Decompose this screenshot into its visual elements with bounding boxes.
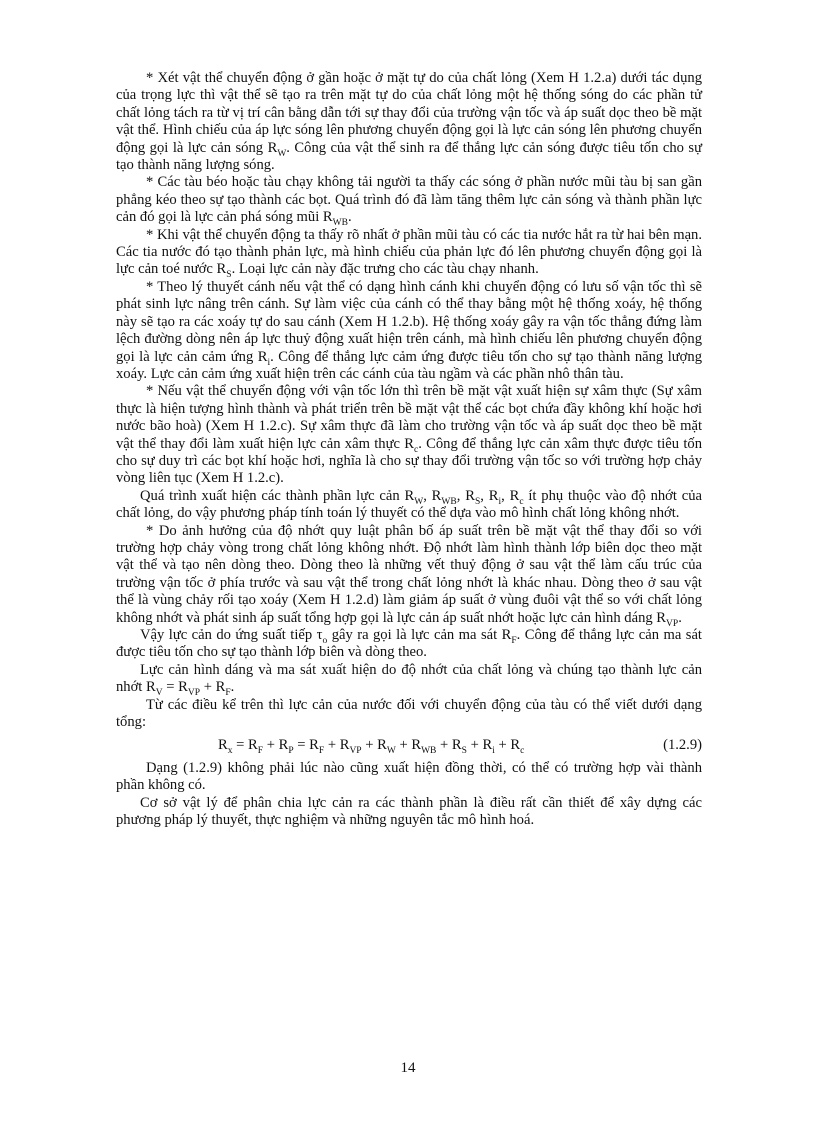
- subscript: S: [461, 746, 467, 757]
- text-run: = R: [162, 679, 188, 696]
- text-run: + R: [200, 679, 226, 696]
- text-run: + R: [466, 737, 493, 754]
- text-run: . Loại lực cản này đặc trưng cho các tàu chạy nhanh.: [231, 261, 539, 278]
- text-run: .: [678, 609, 682, 626]
- body-text-top: [116, 70, 702, 731]
- subscript: VP: [187, 688, 201, 699]
- paragraph: [116, 662, 702, 697]
- subscript: c: [520, 746, 525, 757]
- paragraph: [116, 627, 702, 662]
- subscript: S: [226, 270, 232, 281]
- text-run: + R: [494, 737, 521, 754]
- subscript: o: [322, 635, 328, 646]
- subscript: x: [227, 746, 233, 757]
- text-run: , R: [480, 487, 499, 504]
- text-run: + R: [395, 737, 422, 754]
- text-run: , R: [456, 487, 475, 504]
- text-run: .: [230, 679, 235, 696]
- text-run: . Công của vật thể sinh ra để thắng lực cản sóng được tiêu tốn cho sự tạo thành năng lượng sóng.: [116, 139, 703, 174]
- subscript: W: [386, 746, 396, 757]
- subscript: F: [511, 635, 517, 646]
- text-run: = R: [232, 737, 258, 754]
- text-run: Cơ sở vật lý để phân chia lực cản ra các thành phần là điều rất cần thiết để xây dựng các phương pháp lý thuyết, thực nghiệm và những nguyên tắc mô hình hoá.: [116, 794, 702, 829]
- paragraph: [116, 795, 702, 830]
- subscript: c: [519, 496, 524, 507]
- text-run: + R: [436, 737, 462, 754]
- subscript: F: [318, 746, 325, 757]
- text-run: + R: [361, 737, 387, 754]
- text-run: * Các tàu béo hoặc tàu chạy không tải người ta thấy các sóng ở phần nước mũi tàu bị san gần phẳng kéo theo sự tạo thành các bọt. Quá trình đó đã làm tăng thêm lực cản sóng và thành phần lực cản đó gọi là lực cản phá sóng mũi R: [116, 174, 702, 226]
- subscript: V: [155, 688, 163, 699]
- text-run: * Xét vật thể chuyển động ở gần hoặc ở mặt tự do của chất lỏng (Xem H 1.2.a) dưới tác dụng của trọng lực thì vật thể sẽ tạo ra trên mặt tự do của chất lỏng một hệ thống sóng do các phần tử chất lỏng tách ra từ vị trí cân bằng dẫn tới sự thay đổi của trường vận tốc và áp suất dọc theo bề mặt vật thể. Hình chiếu của áp lực sóng lên phương chuyển động gọi là lực cản sóng lên phương chuyển động gọi là lực cản sóng R: [116, 70, 702, 156]
- subscript: F: [257, 746, 264, 757]
- subscript: i: [492, 746, 495, 757]
- paragraph: [116, 488, 702, 523]
- text-run: * Khi vật thể chuyển động ta thấy rõ nhất ở phần mũi tàu có các tia nước hắt ra từ hai bên mạn. Các tia nước đó tạo thành phản lực, mà hình chiếu của phản lực đó lên phương chuyển động gọi là lực cản toé nước R: [116, 226, 702, 278]
- text-run: Quá trình xuất hiện các thành phần lực cản R: [140, 487, 415, 504]
- text-run: . Công để thắng lực cản xâm thực được tiêu tốn cho sự duy trì các bọt khí hoặc hơi, nghĩa là cho sự thay đổi trường vận tốc so với trường hợp chảy vòng liên tục (Xem H 1.2.c).: [116, 435, 702, 487]
- text-run: gây ra gọi là lực cản ma sát R: [327, 627, 512, 643]
- text-run: * Nếu vật thể chuyển động với vận tốc lớn thì trên bề mặt vật xuất hiện sự xâm thực (Sự xâm thực là hiện tượng hình thành và phát triển trên bề mặt vật thể các bọt chứa đầy không khí hoặc hơi nước bão hoà) (Xem H 1.2.c). Sự xâm thực đã làm cho trường vận tốc và áp suất dọc theo bề mặt vật thể thay đổi làm xuất hiện lực cản xâm thực R: [116, 383, 702, 452]
- paragraph: [116, 523, 702, 627]
- subscript: c: [413, 444, 419, 455]
- text-run: + R: [263, 737, 289, 754]
- text-run: Dạng (1.2.9) không phải lúc nào cũng xuất hiện đồng thời, có thể có trường hợp vài thành phần không có.: [116, 759, 702, 794]
- paragraph: [116, 760, 702, 795]
- text-run: + R: [324, 737, 350, 754]
- text-run: Lực cản hình dáng và ma sát xuất hiện do độ nhớt của chất lỏng và chúng tạo thành lực cản nhớt R: [116, 661, 702, 696]
- text-run: Từ các điều kể trên thì lực cản của nước đối với chuyển động của tàu có thể viết dưới dạng tổng:: [116, 696, 702, 731]
- equation-expression: [218, 737, 525, 757]
- paragraph: [116, 279, 702, 383]
- subscript: i: [267, 357, 271, 368]
- subscript: W: [414, 496, 424, 507]
- subscript: P: [288, 746, 294, 757]
- text-run: Vậy lực cản do ứng suất tiếp τ: [140, 627, 323, 643]
- text-run: ít phụ thuộc vào độ nhớt của chất lỏng, do vậy phương pháp tính toán lý thuyết có thể dựa vào mô hình chất lỏng không nhớt.: [116, 487, 703, 522]
- page-number: 14: [400, 1060, 416, 1076]
- text-run: = R: [293, 737, 319, 754]
- subscript: VP: [349, 746, 362, 757]
- paragraph: [116, 697, 702, 732]
- text-run: R: [218, 737, 228, 754]
- text-run: . Công để thắng lực cảm ứng được tiêu tốn cho sự tạo thành năng lượng xoáy. Lực cản cảm ứng xuất hiện trên các cánh của tàu ngầm và các phần nhô thân tàu.: [116, 348, 702, 382]
- text-run: .: [347, 209, 352, 226]
- text-run: , R: [423, 487, 442, 504]
- text-run: * Do ảnh hưởng của độ nhớt quy luật phân bố áp suất trên bề mặt vật thể thay đổi so với trường hợp chảy vòng trong chất lỏng không nhớt. Độ nhớt làm hình thành lớp biên dọc theo mặt vật thể và tạo nên dòng theo. Dòng theo là những vết thuỷ động ở sau vật thể làm cấu trúc của trường vận tốc ở phía trước và sau vật thể trong chất lỏng nhớt là khác nhau. Dòng theo ở sau vật thể là vùng chảy rối tạo xoáy (Xem H 1.2.d) làm giảm áp suất ở vùng đuôi vật thể so với chất lỏng không nhớt và phát sinh áp suất tổng hợp gọi là lực cản áp suất nhớt hoặc lực cản hình dáng R: [116, 522, 702, 626]
- equation-1-2-9: [116, 737, 702, 757]
- text-run: * Theo lý thuyết cánh nếu vật thể có dạng hình cánh khi chuyển động có lưu số vận tốc thì sẽ phát sinh lực nâng trên cánh. Sự làm việc của cánh có thể thay bằng một hệ thống xoáy, hệ thống này sẽ tạo ra các xoáy tự do sau cánh (Xem H 1.2.b). Hệ thống xoáy gây ra vận tốc thẳng đứng làm lệch đường dòng nên áp lực thuỷ động xuất hiện trên cánh, mà hình chiếu lên phương chuyển động gọi là lực cản cảm ứng R: [116, 278, 702, 365]
- equation-number: (1.2.9): [663, 737, 702, 754]
- text-run: . Công để thắng lực cản ma sát được tiêu tốn cho sự tạo thành lớp biên và dòng theo.: [116, 627, 702, 661]
- subscript: WB: [421, 746, 437, 757]
- subscript: i: [498, 496, 502, 507]
- subscript: WB: [441, 496, 457, 507]
- subscript: S: [474, 496, 481, 507]
- page-body: [116, 70, 702, 829]
- body-text-bottom: [116, 760, 702, 830]
- paragraph: [116, 383, 702, 487]
- paragraph: [116, 227, 702, 279]
- subscript: F: [225, 688, 231, 699]
- subscript: VP: [666, 618, 679, 629]
- subscript: W: [277, 148, 287, 159]
- paragraph: [116, 70, 702, 174]
- text-run: , R: [501, 487, 520, 504]
- subscript: WB: [332, 218, 348, 229]
- paragraph: [116, 174, 702, 229]
